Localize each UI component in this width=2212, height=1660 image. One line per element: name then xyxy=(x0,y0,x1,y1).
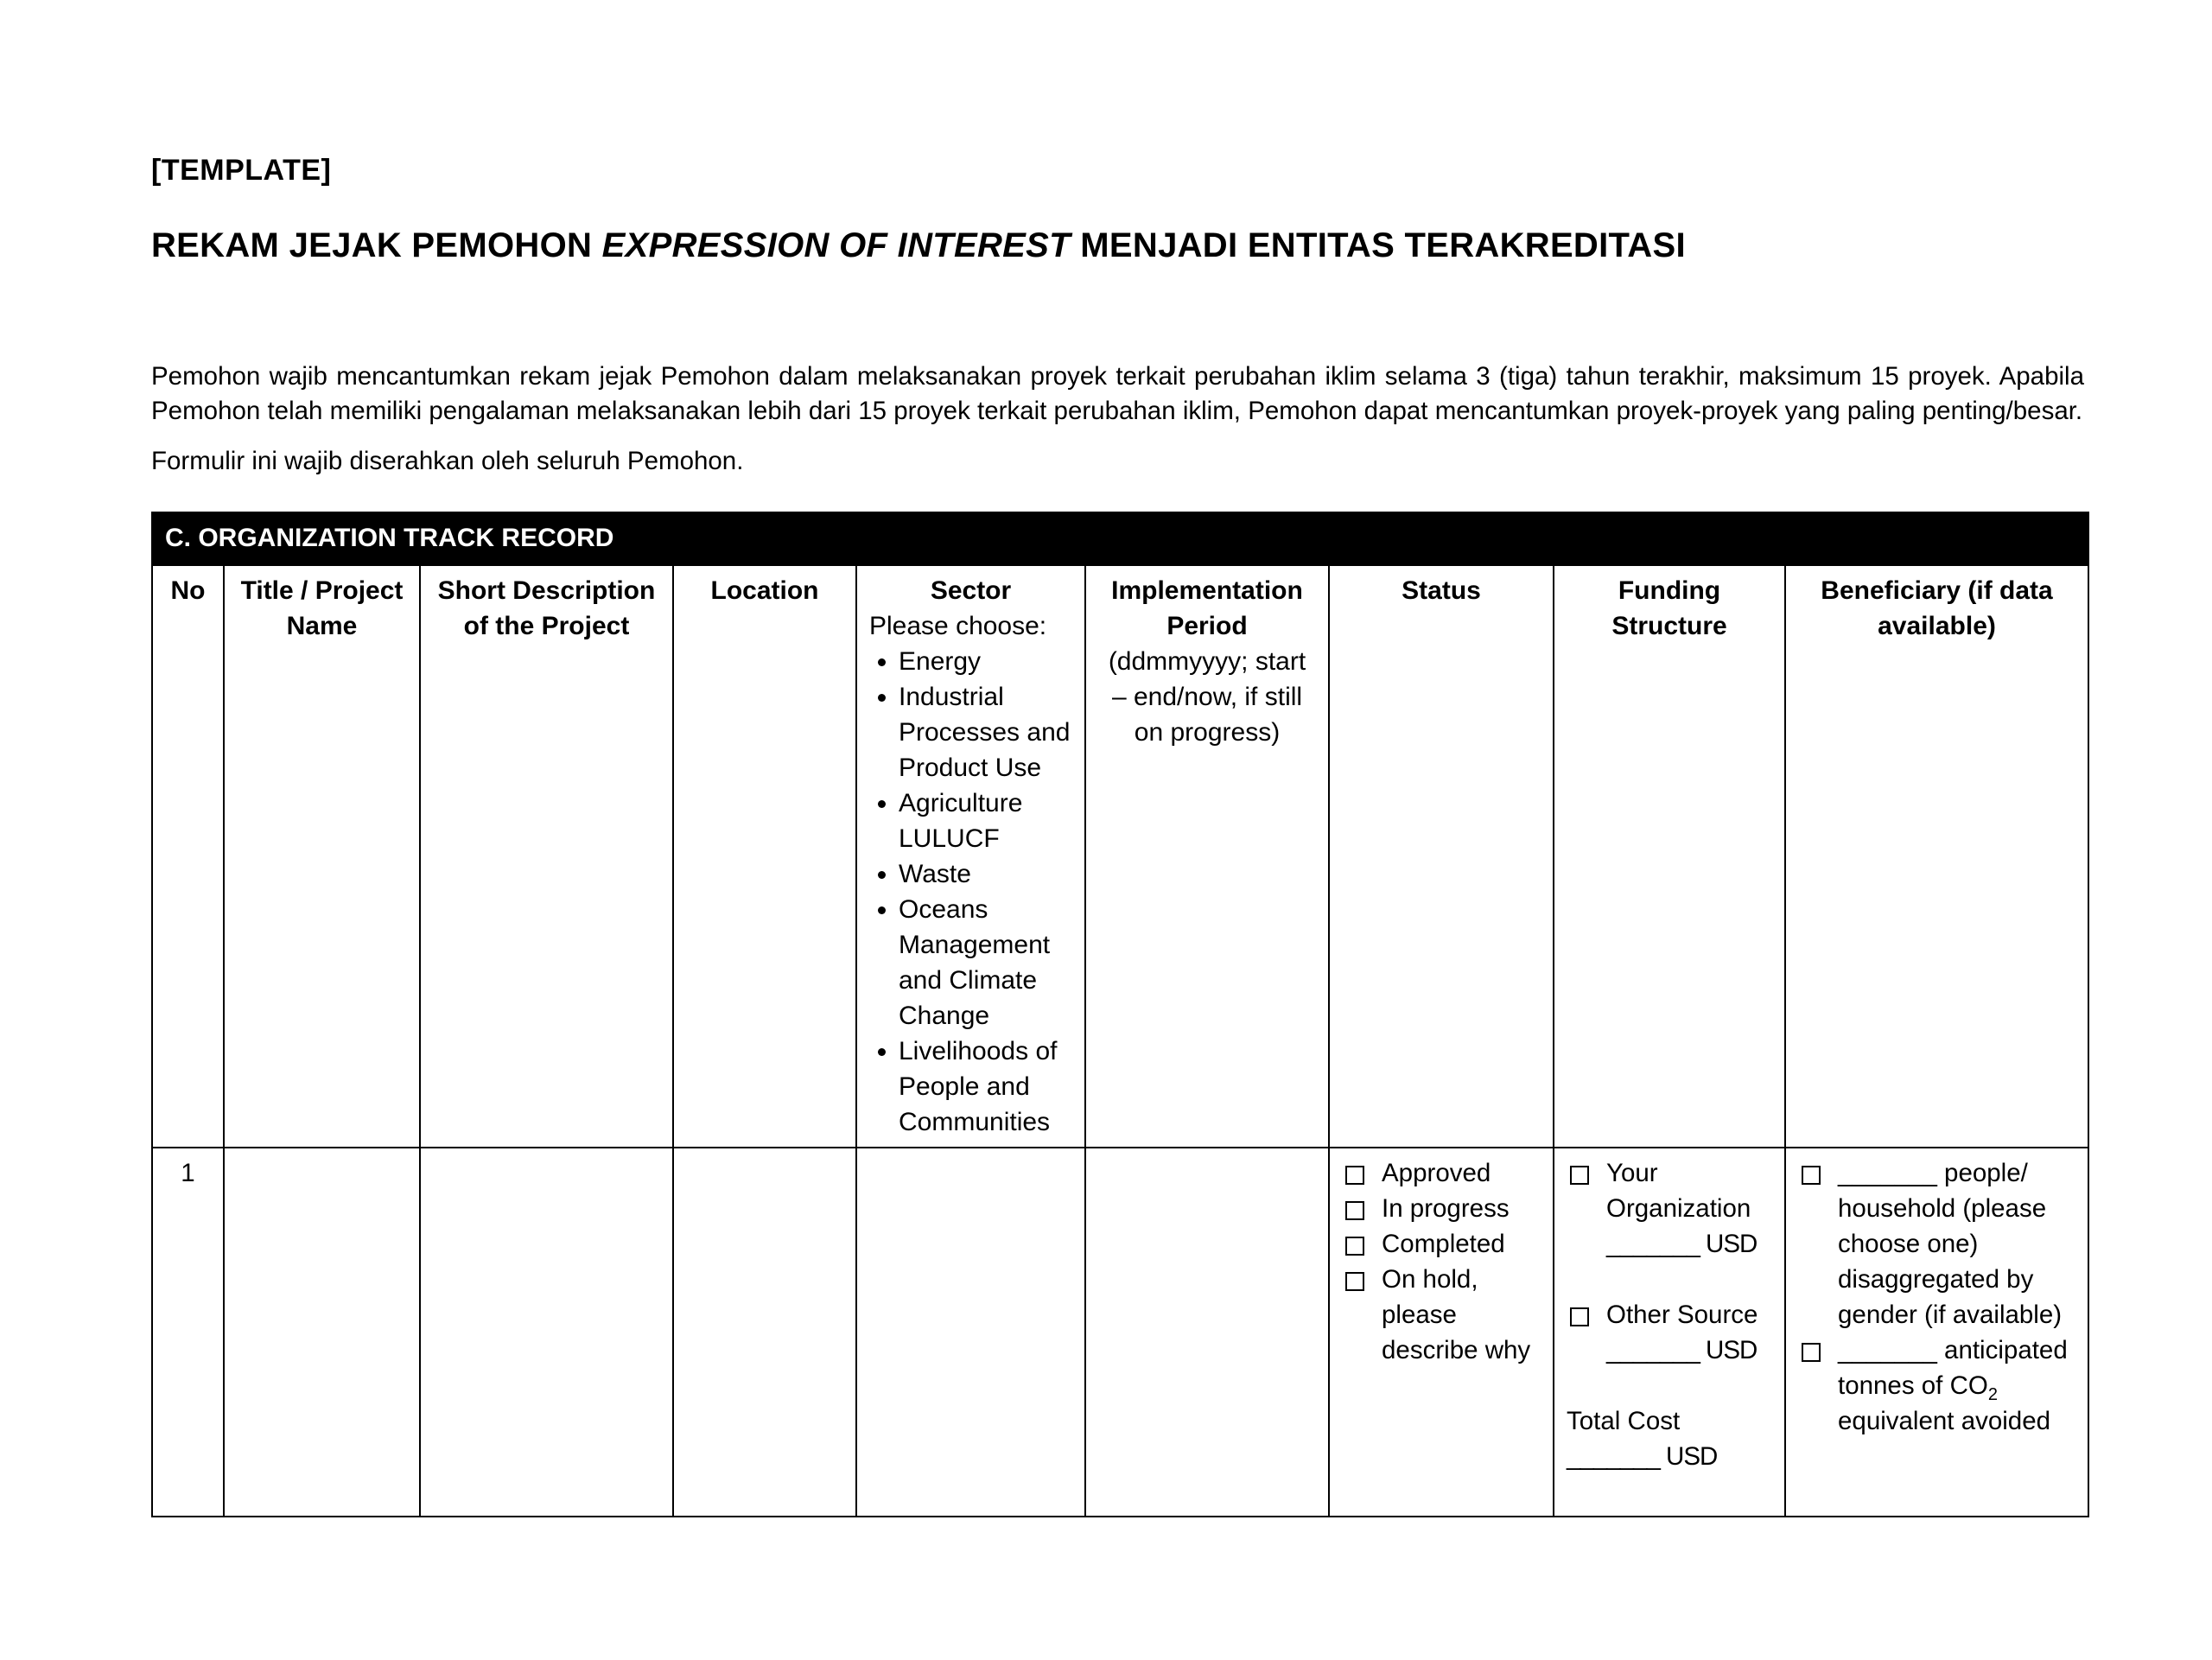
checkbox-icon[interactable] xyxy=(1345,1201,1364,1220)
title-italic: EXPRESSION OF INTEREST xyxy=(601,226,1071,264)
checkbox-icon[interactable] xyxy=(1802,1343,1821,1362)
funding-other-source-amount[interactable]: _______ USD xyxy=(1606,1336,1758,1364)
header-funding: Funding Structure xyxy=(1554,565,1785,1148)
cell-sector[interactable] xyxy=(856,1148,1085,1517)
cell-location[interactable] xyxy=(673,1148,856,1517)
header-status: Status xyxy=(1329,565,1554,1148)
column-header-row xyxy=(152,565,2088,1148)
header-period xyxy=(1085,565,1329,1148)
submission-note: Formulir ini wajib diserahkan oleh seluruh Pemohon. xyxy=(151,447,744,475)
header-sector-label: Sector xyxy=(930,576,1012,605)
sector-option: • Energy xyxy=(899,644,1072,679)
section-header-row xyxy=(152,512,2088,565)
status-option-completed[interactable] xyxy=(1342,1226,1541,1262)
funding-option-other-source[interactable] xyxy=(1567,1297,1772,1368)
header-beneficiary: Beneficiary (if data available) xyxy=(1785,565,2088,1148)
sector-option: • Waste xyxy=(899,856,1072,892)
sector-option: • Livelihoods of People and Communities xyxy=(899,1034,1072,1140)
beneficiary-people-label: _______ people/ household (please choose one) disaggregated by gender (if available) xyxy=(1838,1159,2063,1329)
sector-note: Please choose: xyxy=(869,612,1047,640)
cell-title[interactable] xyxy=(224,1148,420,1517)
funding-total-cost-amount[interactable]: _______ USD xyxy=(1567,1442,1718,1471)
status-label: Approved xyxy=(1382,1159,1491,1187)
title-part-2: MENJADI ENTITAS TERAKREDITASI xyxy=(1070,226,1686,264)
status-label: In progress xyxy=(1382,1194,1510,1223)
checkbox-icon[interactable] xyxy=(1345,1272,1364,1291)
header-period-label: Implementation Period xyxy=(1111,576,1303,640)
cell-period[interactable] xyxy=(1085,1148,1329,1517)
checkbox-icon[interactable] xyxy=(1570,1307,1589,1326)
funding-option-your-organization[interactable] xyxy=(1567,1155,1772,1262)
sector-option: • Agriculture LULUCF xyxy=(899,785,1072,856)
funding-your-org-label: Your Organization xyxy=(1606,1159,1751,1223)
status-label: Completed xyxy=(1382,1230,1505,1258)
cell-funding xyxy=(1554,1148,1785,1517)
row-number: 1 xyxy=(152,1148,224,1517)
status-option-approved[interactable] xyxy=(1342,1155,1541,1191)
sector-option: • Industrial Processes and Product Use xyxy=(899,679,1072,785)
template-tag: [TEMPLATE] xyxy=(151,154,332,187)
checkbox-icon[interactable] xyxy=(1345,1166,1364,1185)
status-option-on-hold[interactable] xyxy=(1342,1262,1541,1368)
funding-total-cost-label: Total Cost xyxy=(1567,1407,1681,1435)
header-location: Location xyxy=(673,565,856,1148)
track-record-table xyxy=(151,512,2089,1517)
beneficiary-co2-label: _______ anticipated tonnes of $CO_2$ equivalent avoided xyxy=(1838,1336,2068,1435)
header-sector xyxy=(856,565,1085,1148)
status-label: On hold, please describe why xyxy=(1382,1265,1531,1364)
title-part-1: REKAM JEJAK PEMOHON xyxy=(151,226,602,264)
beneficiary-option-co2[interactable] xyxy=(1798,1332,2075,1439)
section-title: C. ORGANIZATION TRACK RECORD xyxy=(152,512,2088,565)
cell-status xyxy=(1329,1148,1554,1517)
table-row xyxy=(152,1148,2088,1517)
sector-option: • Oceans Management and Climate Change xyxy=(899,892,1072,1034)
header-title: Title / Project Name xyxy=(224,565,420,1148)
funding-other-source-label: Other Source xyxy=(1606,1301,1758,1329)
header-description: Short Description of the Project xyxy=(420,565,673,1148)
status-option-in-progress[interactable] xyxy=(1342,1191,1541,1226)
checkbox-icon[interactable] xyxy=(1345,1237,1364,1256)
checkbox-icon[interactable] xyxy=(1570,1166,1589,1185)
sector-options-list xyxy=(869,644,1072,1140)
period-note: (ddmmyyyy; start – end/now, if still on progress) xyxy=(1108,647,1306,747)
funding-your-org-amount[interactable]: _______ USD xyxy=(1606,1230,1758,1258)
beneficiary-option-people[interactable] xyxy=(1798,1155,2075,1332)
instruction-paragraph: Pemohon wajib mencantumkan rekam jejak Pemohon dalam melaksanakan proyek terkait perubahan iklim selama 3 (tiga) tahun terakhir, maksimum 15 proyek. Apabila Pemohon telah memiliki pengalaman melaksanakan lebih dari 15 proyek terkait perubahan iklim, Pemohon dapat mencantumkan proyek-proyek yang paling penting/besar. xyxy=(151,362,2084,425)
checkbox-icon[interactable] xyxy=(1802,1166,1821,1185)
cell-beneficiary xyxy=(1785,1148,2088,1517)
document-title xyxy=(151,226,1686,265)
cell-description[interactable] xyxy=(420,1148,673,1517)
header-no: No xyxy=(152,565,224,1148)
